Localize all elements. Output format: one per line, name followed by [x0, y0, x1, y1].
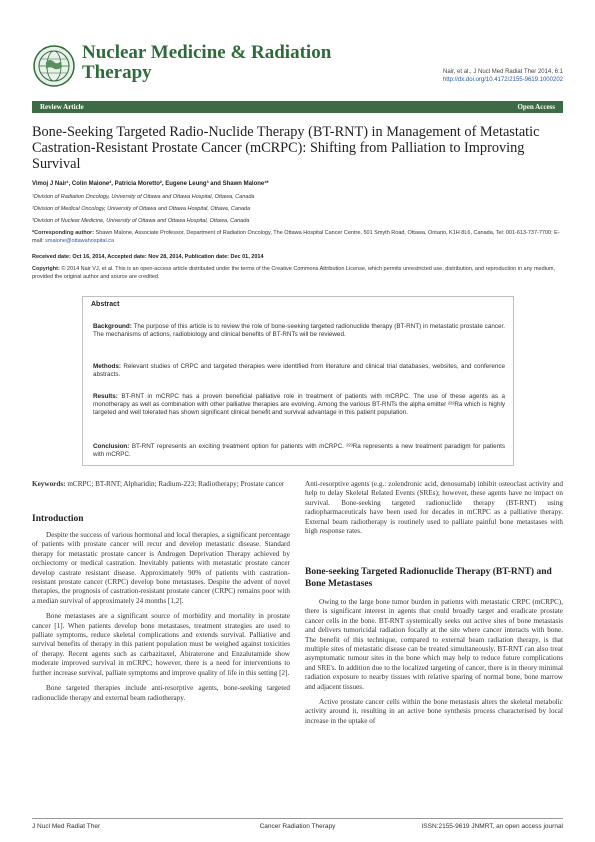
abstract-heading: Abstract	[91, 301, 120, 308]
abstract-results: Results: BT-RNT in mCRPC has a proven beneficial palliative role in treatment of patients with mCRPC. The use of these agents as a monotherapy as well as combination with other palliative therapies are evolving. Among the various BT-RNTs the alpha emitter ²²³Ra which is highly targeted and well tolerated has shown significant clinical benefit and survival advantage in this patient population.	[93, 393, 505, 417]
paragraph: Anti-resorptive agents (e.g.: zolendronic acid, denosumab) inhibit osteoclast activity and help to delay Skeletal Related Events (SREs); however, these agents have no impact on survival. Bone-seeking targeted radionuclide therapy (BT-RNT) using radiopharmaceuticals have been used for decades in mCRPC as a palliative therapy. External beam radiotherapy is routinely used to palliate painful bone metastases with high response rates.	[305, 480, 563, 536]
corresponding-author: *Corresponding author: Shawn Malone, Associate Professor, Department of Radiation Oncology, The Ottawa Hospital Cancer Centre, 501 Smyth Road, Ottawa, Ontario, K1H 8L6, Canada, Tel: 001-613-737-7700; E-mail: smalone@ottawahospital.ca	[32, 230, 560, 244]
author-list: Vimoj J Nair¹, Colin Malone², Patricia Moretto², Eugene Leung³ and Shawn Malone¹*	[32, 181, 269, 187]
doi-link[interactable]: http://dx.doi.org/10.4172/2155-9619.1000202	[442, 77, 563, 83]
keywords: Keywords: mCRPC; BT-RNT; Alpharidin; Radium-223; Radiotherapy; Prostate cancer	[32, 480, 285, 488]
affiliation: ³Division of Nuclear Medicine, University of Ottawa and Ottawa Hospital, Ottawa, Canada	[32, 218, 250, 224]
bt-rnt-body	[305, 598, 563, 732]
article-type: Review Article	[40, 103, 84, 111]
section-heading-bt-rnt: Bone-seeking Targeted Radionuclide Therapy (BT-RNT) and Bone Metastases	[305, 567, 552, 589]
footer-issn: ISSN:2155-9619 JNMRT, an open access journal	[421, 823, 563, 830]
introduction-body	[32, 531, 290, 709]
abstract-methods: Methods: Relevant studies of CRPC and targeted therapies were identified from literature and clinical trial databases, websites, and conference abstracts.	[93, 363, 505, 379]
footer-divider	[32, 818, 563, 819]
abstract-conclusion: Conclusion: BT-RNT represents an exciting treatment option for patients with mCRPC. ²²³Ra represents a new treatment paradigm for patients with mCRPC.	[93, 443, 505, 459]
footer-journal: J Nucl Med Radiat Ther	[32, 823, 101, 830]
paragraph: Despite the success of various hormonal and local therapies, a significant percentage of patients with prostate cancer will recur and develop metastatic disease. Standard therapy for metastatic prostate cancer is Androgen Deprivation Therapy achieved by orchiectomy or medical castration. Inevitably patients with metastatic prostate cancer develop castrate resistant disease. Approximately 90% of patients with castration-resistant prostate cancer (CRPC) develop bone metastases. Despite the advent of novel therapies, the prognosis of castration-resistant prostate cancer (CRPC) remains poor with a median survival of approximately 24 months [1,2].	[32, 531, 290, 605]
paragraph: Bone targeted therapies include anti-resorptive agents, bone-seeking targeted radionuclide therapy and external beam radiotherapy.	[32, 684, 290, 702]
affiliation: ²Division of Medical Oncology, University of Ottawa and Ottawa Hospital, Ottawa, Canada	[32, 206, 251, 212]
affiliation: ¹Division of Radiation Oncology, University of Ottawa and Ottawa Hospital, Ottawa, Canada	[32, 194, 255, 200]
right-column-continuation	[305, 480, 563, 542]
journal-title: Nuclear Medicine & Radiation Therapy	[82, 42, 332, 83]
citation: Nair, et al., J Nucl Med Radiat Ther 2014, 6:1 http://dx.doi.org/10.4172/2155-9619.1000202	[373, 68, 563, 84]
paragraph: Owing to the large bone tumor burden in patients with metastatic CRPC (mCRPC), there is significant interest in agents that could broadly target and eradicate prostate cancer cells in the bone. BT-RNT systemically seeks out active sites of bone metastasis and delivers tumoricidal radiation focally at the site where cancer interacts with bone. The benefit of this technique, compared to external beam radiation therapy, is that multiple sites of metastatic disease can be treated simultaneously. BT-RNT can also treat asymptomatic tumour sites in the bone which may help to reduce future complications and SRE's. In addition due to the localized targeting of cancer, there is in theory minimal radiation exposure to nearby tissues with relative sparing of normal bone, bone marrow and adjacent tissues.	[305, 598, 563, 691]
paragraph: Active prostate cancer cells within the bone metastasis alters the skeletal metabolic activity around it, resulting in an active bone synthesis process characterised by local increase in the uptake of	[305, 698, 563, 725]
access-badge: Open Access	[517, 103, 555, 111]
copyright-notice: Copyright: © 2014 Nair VJ, et al. This is an open-access article distributed under the terms of the Creative Commons Attribution License, which permits unrestricted use, distribution, and reproduction in any medium, provided the original author and source are credited.	[32, 266, 556, 280]
journal-logo-icon	[32, 44, 76, 88]
article-title: Bone-Seeking Targeted Radio-Nuclide Therapy (BT-RNT) in Management of Metastatic Castration-Resistant Prostate Cancer (mCRPC): Shifting from Palliation to Improving Survival	[32, 124, 540, 172]
abstract-background: Background: The purpose of this article is to review the role of bone-seeking targeted radionuclide therapy (BT-RNT) in metastatic prostate cancer. The mechanisms of actions, radiobiology and clinical benefits of BT-RNTs will be reviewed.	[93, 323, 505, 339]
page-footer	[32, 823, 563, 830]
publication-dates: Received date: Oct 16, 2014, Accepted date: Nov 28, 2014, Publication date: Dec 01, 2014	[32, 254, 264, 260]
paragraph: Bone metastases are a significant source of morbidity and mortality in prostate cancer [1]. When patients develop bone metastases, treatment strategies are used to palliate symptoms, reduce skeletal complications and extends survival. Palliative and survival benefits of therapy in this patient population must be weighed against toxicities of therapy. Recent agents such as carbazitaxel, Abiraterone and Enzalutamide show moderate improved survival in mCRPC; however, there is a need for interventions to further increase survival, palliate symptoms and improve quality of life in this setting [2].	[32, 612, 290, 677]
abstract-box	[82, 296, 514, 466]
email-link[interactable]: smalone@ottawahospital.ca	[45, 238, 115, 244]
footer-topic: Cancer Radiation Therapy	[259, 823, 336, 830]
article-type-bar	[32, 101, 563, 113]
section-heading-introduction: Introduction	[32, 514, 84, 524]
